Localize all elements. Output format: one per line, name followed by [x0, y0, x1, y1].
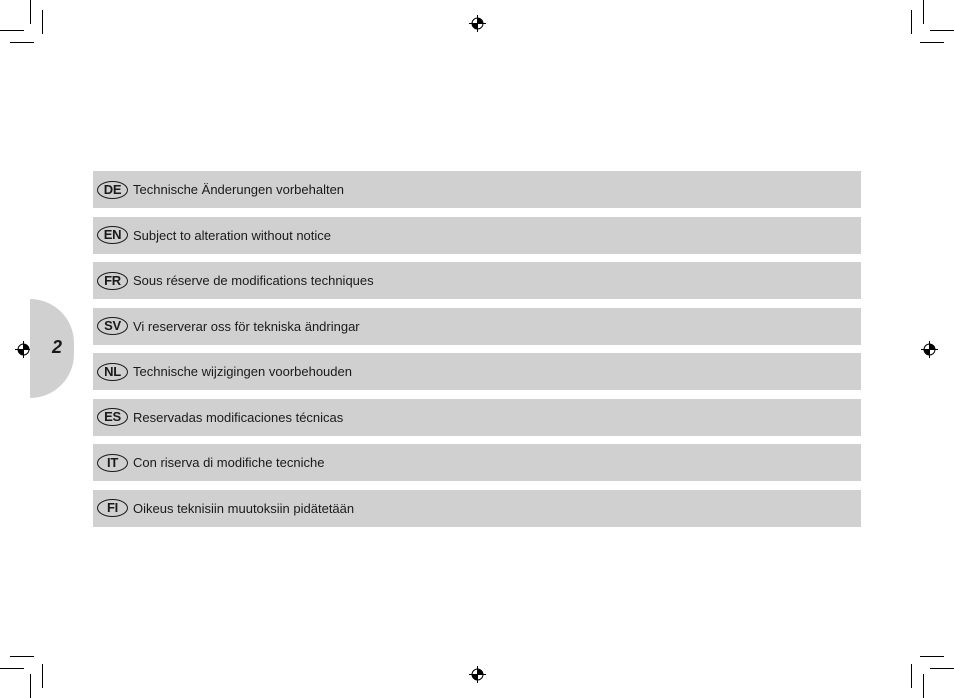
- notice-text: Subject to alteration without notice: [133, 227, 332, 243]
- crop-mark: [920, 42, 944, 43]
- crop-mark: [920, 656, 944, 657]
- notice-text: Con riserva di modifiche tecniche: [133, 455, 325, 470]
- language-badge: SV: [97, 317, 128, 335]
- notice-row-fi: [93, 490, 861, 527]
- language-badge: FI: [97, 499, 128, 517]
- language-badge: NL: [97, 363, 128, 381]
- language-badge: ES: [97, 408, 128, 426]
- crop-mark: [10, 42, 34, 43]
- language-badge: IT: [97, 454, 128, 472]
- crop-mark: [42, 10, 43, 34]
- notice-text: Technische wijzigingen voorbehouden: [133, 364, 352, 379]
- crop-mark: [10, 656, 34, 657]
- crop-mark: [930, 30, 954, 31]
- notice-text: Technische Änderungen vorbehalten: [133, 182, 345, 197]
- registration-mark-icon: [921, 341, 938, 358]
- crop-mark: [0, 668, 24, 669]
- crop-mark: [911, 664, 912, 688]
- crop-mark: [0, 30, 24, 31]
- crop-mark: [923, 0, 924, 24]
- notice-text: Vi reserverar oss för tekniska ändringar: [133, 318, 360, 334]
- language-badge: FR: [97, 272, 128, 290]
- crop-mark: [42, 664, 43, 688]
- notice-row-it: [93, 444, 861, 481]
- language-badge: DE: [97, 181, 128, 199]
- notice-text: Reservadas modificaciones técnicas: [133, 409, 344, 425]
- notice-text: Sous réserve de modifications techniques: [133, 273, 374, 288]
- crop-mark: [30, 674, 31, 698]
- crop-mark: [930, 668, 954, 669]
- page-number: 2: [52, 337, 63, 357]
- notice-row-fr: [93, 262, 861, 299]
- notice-row-de: [93, 171, 861, 208]
- crop-mark: [911, 10, 912, 34]
- crop-mark: [923, 674, 924, 698]
- registration-mark-icon: [469, 15, 486, 32]
- language-badge: EN: [97, 226, 128, 244]
- notice-list: [93, 171, 861, 535]
- notice-row-nl: [93, 353, 861, 390]
- crop-mark: [30, 0, 31, 24]
- notice-row-es: [93, 399, 861, 436]
- notice-row-en: [93, 217, 861, 254]
- registration-mark-icon: [469, 666, 486, 683]
- notice-text: Oikeus teknisiin muutoksiin pidätetään: [133, 500, 355, 516]
- notice-row-sv: [93, 308, 861, 345]
